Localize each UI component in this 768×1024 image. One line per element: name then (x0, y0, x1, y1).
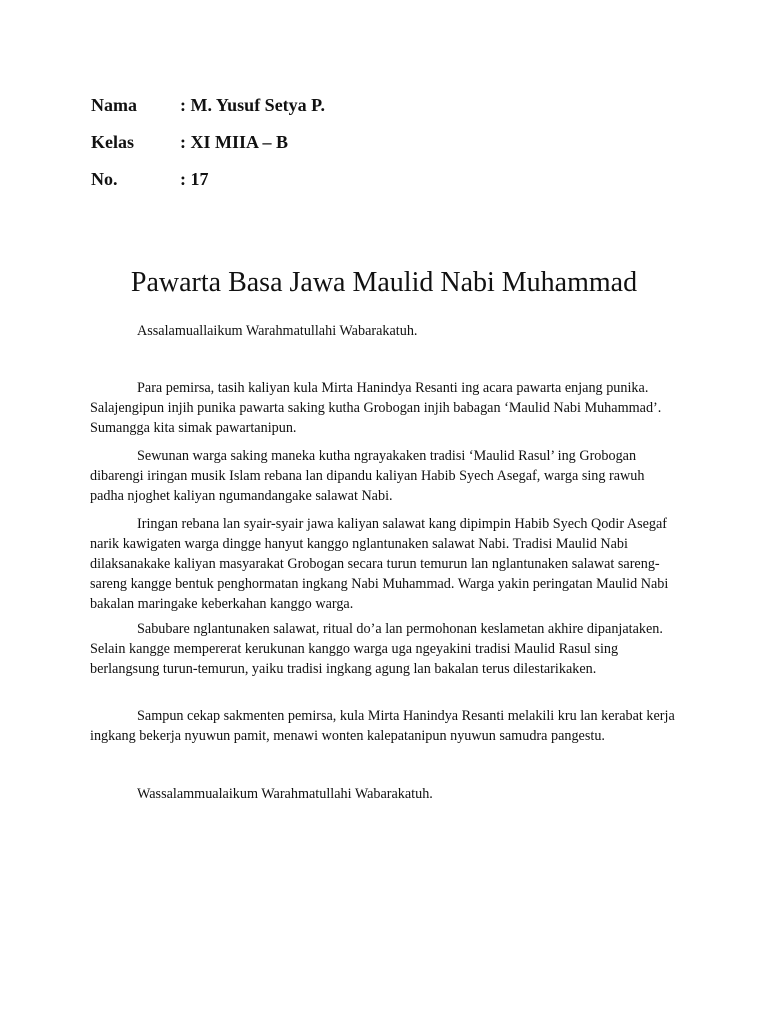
name-row (91, 93, 325, 117)
paragraph-5: Sampun cekap sakmenten pemirsa, kula Mirta Hanindya Resanti melakili kru lan kerabat kerja ingkang bekerja nyuwun pamit, menawi wonten kalepatanipun nyuwun samudra pangestu. (90, 708, 675, 744)
number-value: : 17 (180, 169, 209, 189)
name-label: Nama (91, 95, 137, 115)
paragraph-1: Para pemirsa, tasih kaliyan kula Mirta Hanindya Resanti ing acara pawarta enjang punika. Salajengipun injih punika pawarta saking kutha Grobogan injih babagan ‘Maulid Nabi Muhammad’. Sumangga kita simak pawartanipun. (90, 380, 662, 436)
paragraph-4: Sabubare nglantunaken salawat, ritual do’a lan permohonan keslametan akhire dipanjataken. Selain kangge mempererat kerukunan kanggo warga uga ngeyakini tradisi Maulid Rasul sing berlangsung turun-temurun, yaiku tradisi ingkang agung lan bakalan terus dilestarikaken. (90, 621, 663, 677)
number-label: No. (91, 169, 118, 189)
page-title: Pawarta Basa Jawa Maulid Nabi Muhammad (130, 266, 638, 298)
class-value: : XI MIIA – B (180, 132, 289, 152)
number-row (91, 167, 209, 191)
name-value: : M. Yusuf Setya P. (180, 95, 326, 115)
class-row (91, 130, 288, 154)
class-label: Kelas (91, 132, 134, 152)
paragraph-2: Sewunan warga saking maneka kutha ngrayakaken tradisi ‘Maulid Rasul’ ing Grobogan dibarengi iringan musik Islam rebana lan dipandu kaliyan Habib Syech Asegaf, warga sing rawuh padha njoghet kaliyan ngumandangake salawat Nabi. (90, 448, 645, 504)
greeting-text: Assalamuallaikum Warahmatullahi Wabarakatuh. (137, 323, 418, 339)
paragraph-3: Iringan rebana lan syair-syair jawa kaliyan salawat kang dipimpin Habib Syech Qodir Asegaf narik kawigaten warga dingge hanyut kanggo nglantunaken salawat Nabi. Tradisi Maulid Nabi dilaksanakake kaliyan masyarakat Grobogan secara turun temurun lan nglantunaken salawat sareng-sareng kangge bentuk penghormatan ingkang Nabi Muhammad. Warga yakin peringatan Maulid Nabi bakalan maringake keberkahan kanggo warga. (90, 516, 669, 612)
closing-text: Wassalammualaikum Warahmatullahi Wabarakatuh. (137, 786, 433, 802)
